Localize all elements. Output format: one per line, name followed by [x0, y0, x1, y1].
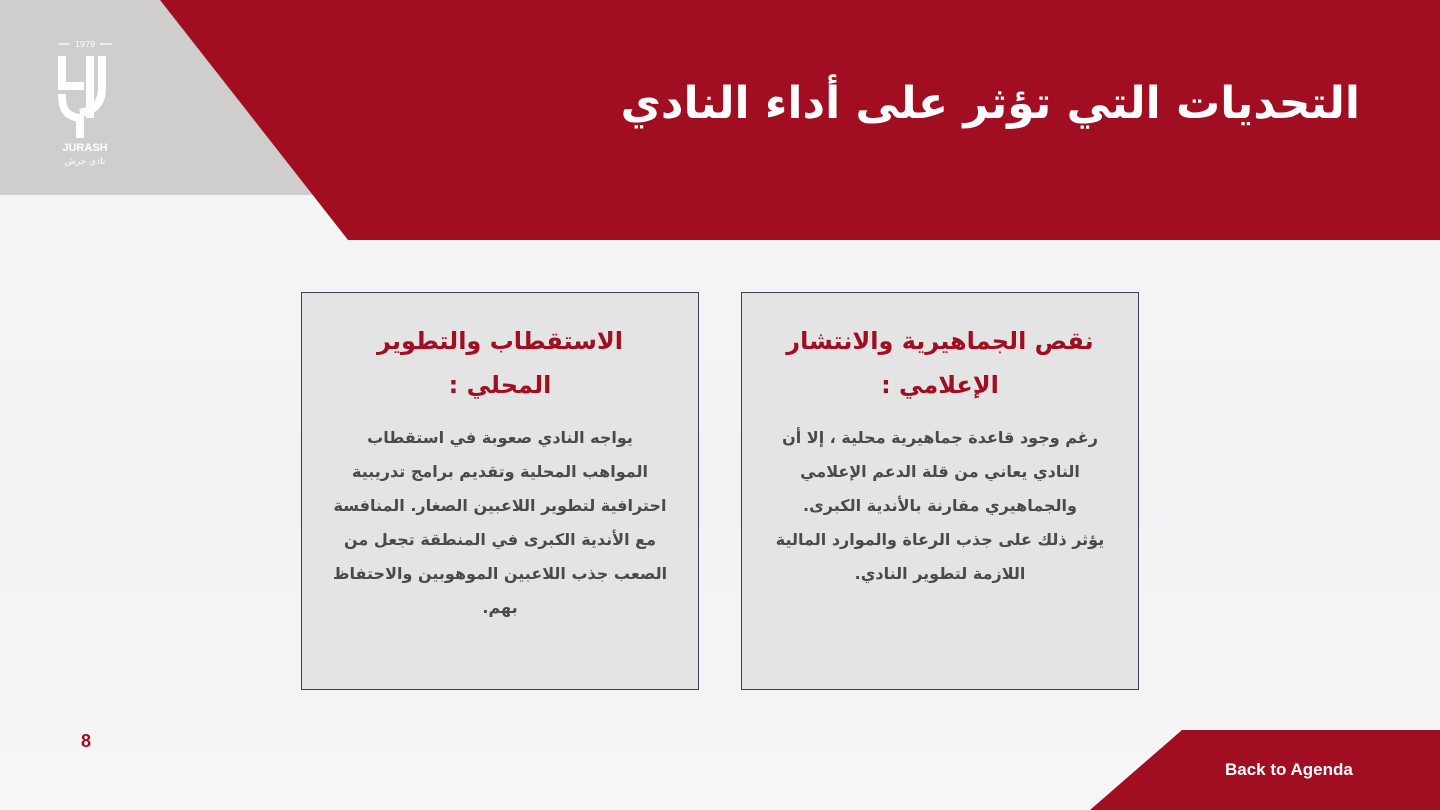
logo-year: 1979: [74, 40, 96, 49]
back-to-agenda-link[interactable]: Back to Agenda: [1225, 760, 1353, 779]
card-paragraph: يواجه النادي صعوبة في استقطاب المواهب المحلية وتقديم برامج تدريبية احترافية لتطوير اللاعبين الصغار. المنافسة مع الأندية الكبرى في المنطقة تجعل من الصعب جذب اللاعبين الموهوبين والاحتفاظ بهم.: [332, 428, 668, 617]
slide-title: التحديات التي تؤثر على أداء النادي: [620, 78, 1360, 129]
jurash-club-logo: [40, 30, 130, 170]
card-paragraph: يؤثر ذلك على جذب الرعاة والموارد المالية اللازمة لتطوير النادي.: [775, 530, 1105, 583]
challenge-card-recruitment: [301, 292, 699, 690]
logo-name-en: JURASH: [62, 142, 108, 154]
card-heading: نقص الجماهيرية والانتشار الإعلامي :: [786, 327, 1094, 399]
card-heading: الاستقطاب والتطوير المحلي :: [377, 327, 623, 399]
page-number: 8: [81, 731, 92, 751]
logo-name-ar: نادي جرش: [64, 157, 106, 167]
card-body: [332, 421, 668, 625]
challenge-card-media: [741, 292, 1139, 690]
card-paragraph: رغم وجود قاعدة جماهيرية محلية ، إلا أن النادي يعاني من قلة الدعم الإعلامي والجماهيري مقارنة بالأندية الكبرى.: [782, 428, 1098, 515]
card-body: [772, 421, 1108, 591]
